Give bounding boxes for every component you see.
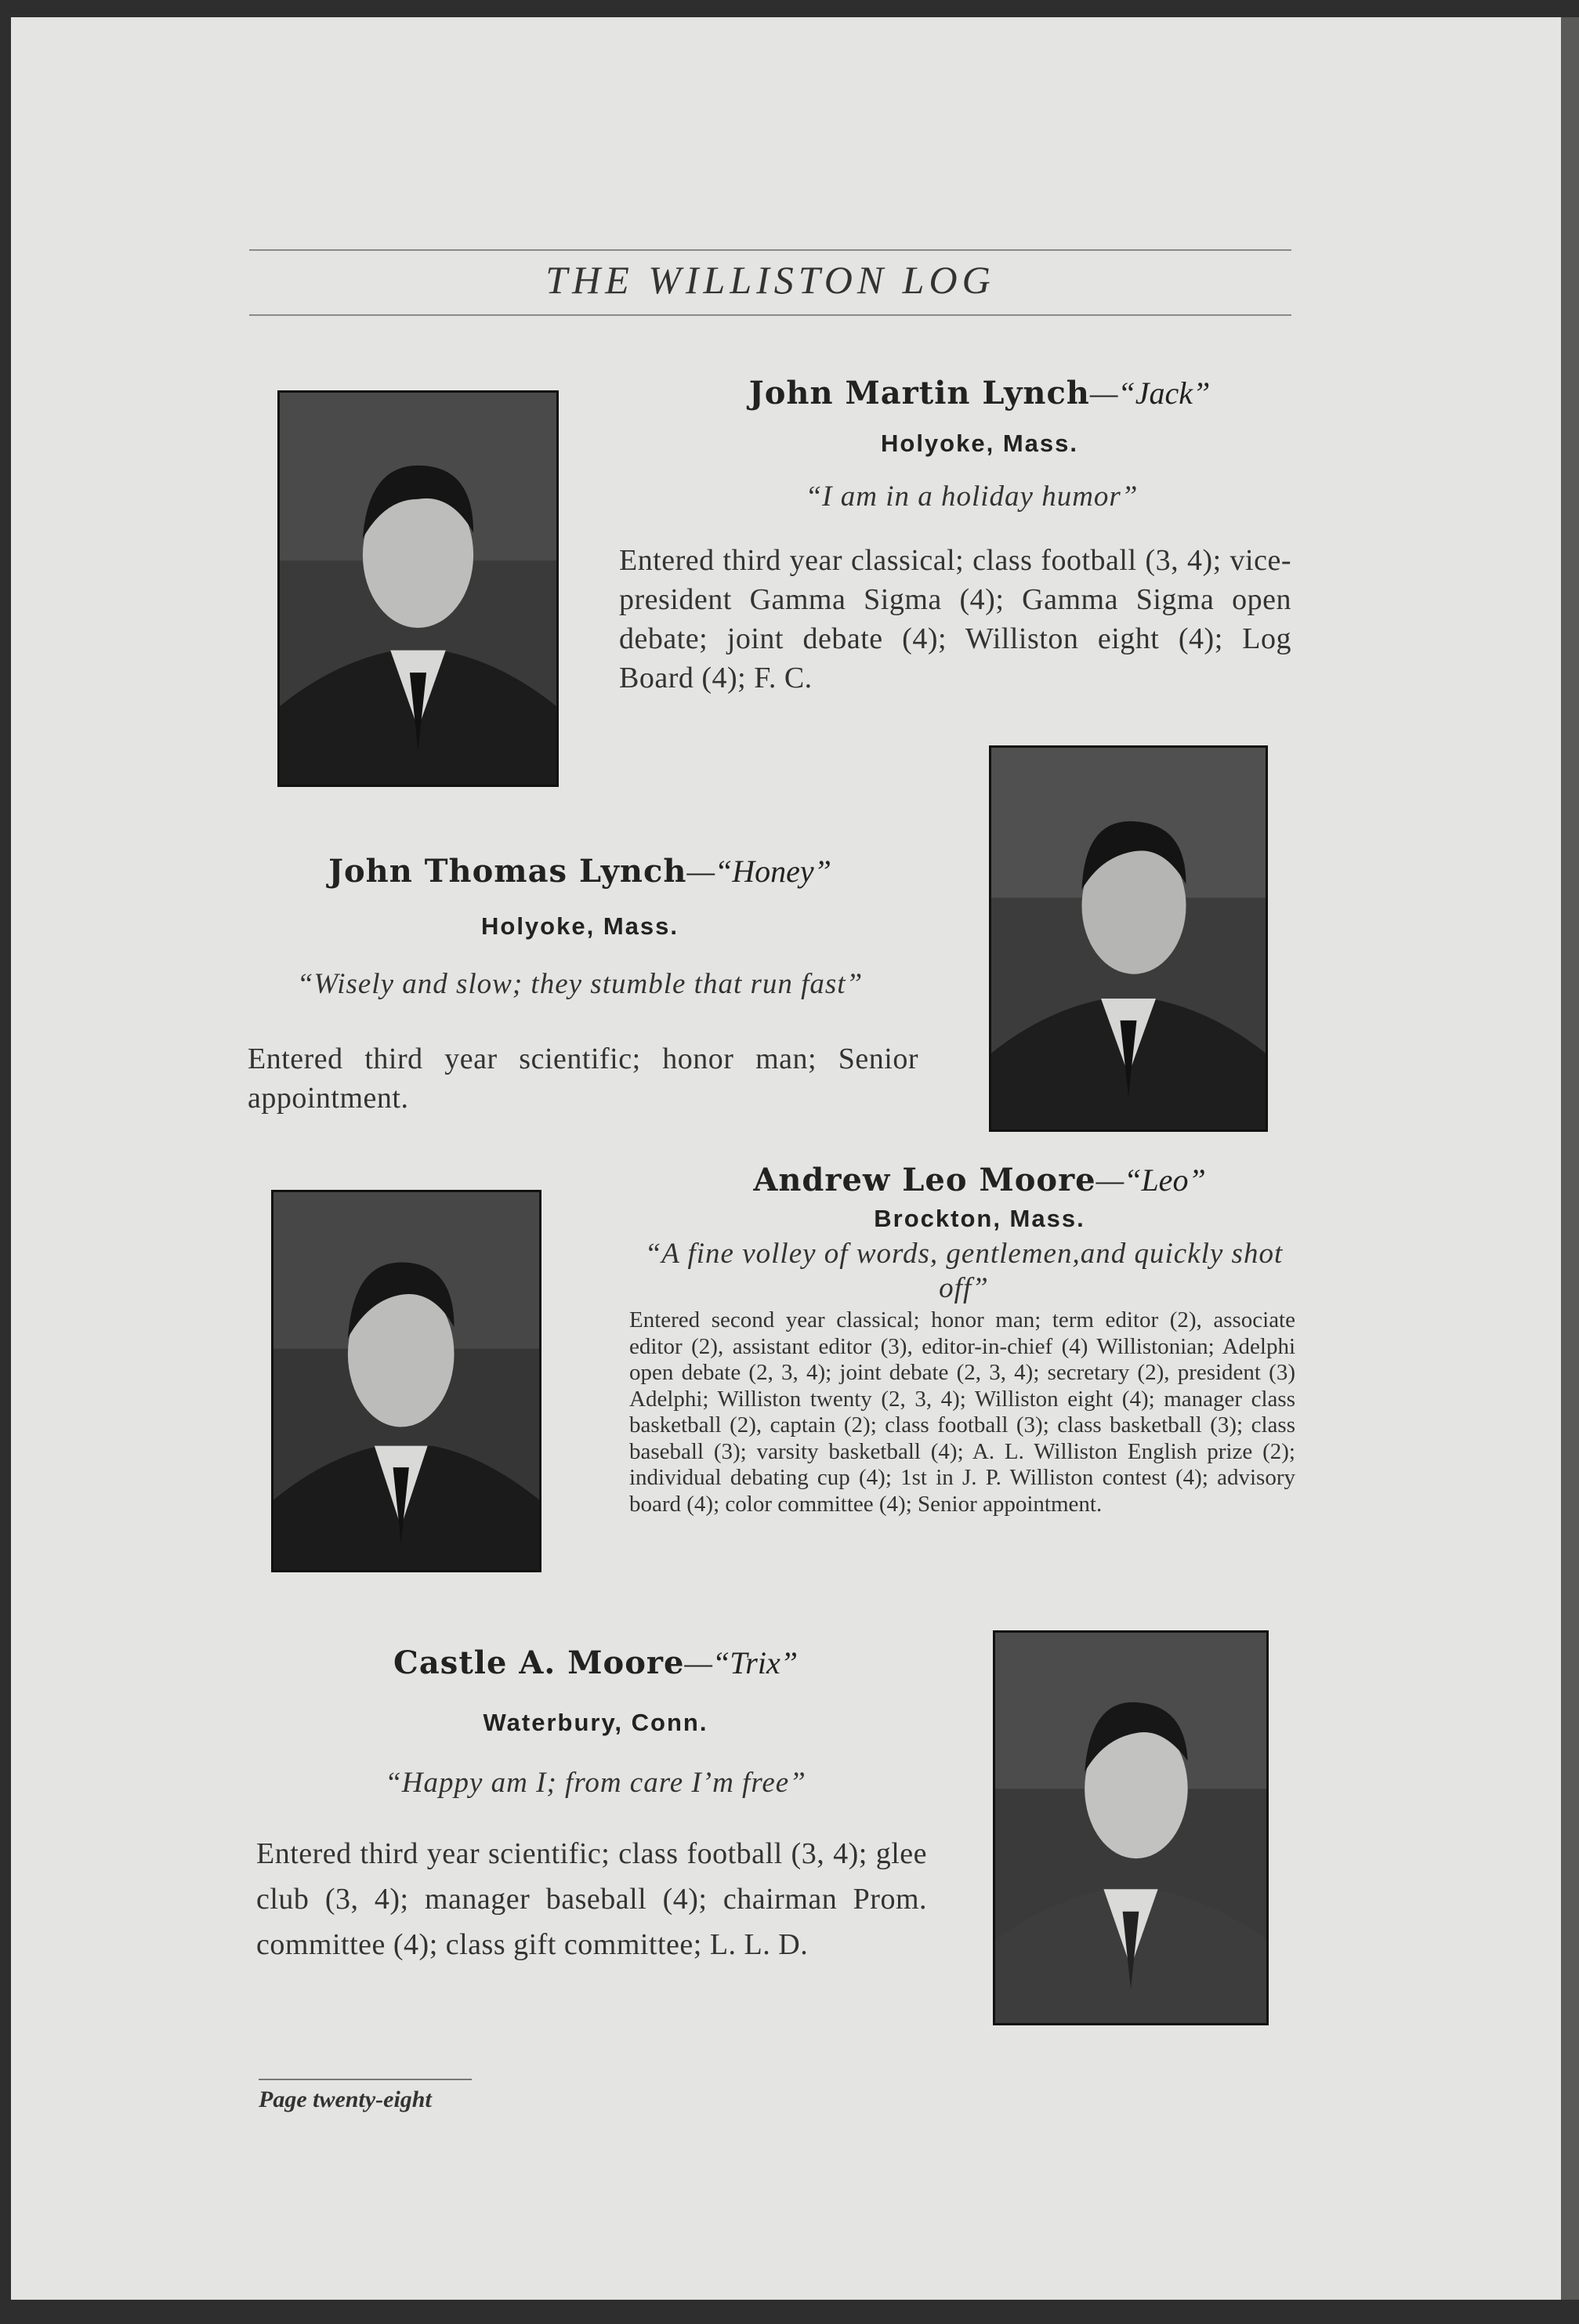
entry-name: Andrew Leo Moore <box>753 1162 1096 1198</box>
page-number: Page twenty-eight <box>259 2087 432 2112</box>
entry-quote: “I am in a holiday humor” <box>805 480 1139 513</box>
entry-nickname: —“Honey” <box>686 854 831 889</box>
footer-rule <box>259 2079 472 2080</box>
entry-town: Holyoke, Mass. <box>881 430 1078 457</box>
entry-quote: “Wisely and slow; they stumble that run fast” <box>296 968 864 1000</box>
page-edge <box>1561 17 1579 2300</box>
entry-nickname: —“Trix” <box>684 1645 798 1680</box>
portrait-photo-honey <box>989 745 1268 1132</box>
entry-name-line <box>298 1644 893 1681</box>
entry-town: Brockton, Mass. <box>874 1205 1085 1232</box>
portrait-photo-trix <box>993 1630 1269 2025</box>
portrait-photo-jack <box>277 390 559 787</box>
entry-bio: Entered second year classical; honor man; term editor (2), associate editor (2), assistant editor (3), editor-in-chief (4) Willistonian; Adelphi open debate (2, 3, 4); joint debate (2, 3, 4); secretary (2), president (3) Adelphi; Williston twenty (2, 3, 4); Williston eight (4); manager class basketball (2), captain (2); class football (3); class basketball (3); class baseball (3); varsity basketball (4); A. L. Williston English prize (2); individual debating cup (4); 1st in J. P. Williston contest (4); advisory board (4); color committee (4); Senior appointment. <box>629 1307 1295 1517</box>
entry-quote: “A fine volley of words, gentlemen,and quickly shot off” <box>644 1238 1284 1304</box>
header-rule-top <box>249 249 1291 251</box>
entry-bio: Entered third year classical; class football (3, 4); vice-president Gamma Sigma (4); Gamma Sigma open debate; joint debate (4); Williston eight (4); Log Board (4); F. C. <box>619 544 1291 694</box>
portrait-photo-leo <box>271 1190 541 1572</box>
entry-town: Waterbury, Conn. <box>483 1709 708 1736</box>
entry-name: John Thomas Lynch <box>328 853 687 890</box>
entry-name-line <box>266 853 893 890</box>
entry-bio: Entered third year scientific; honor man; Senior appointment. <box>248 1042 918 1115</box>
entry-nickname: —“Leo” <box>1096 1162 1206 1198</box>
entry-name: Castle A. Moore <box>393 1644 685 1681</box>
entry-name-line <box>627 1162 1332 1198</box>
entry-name-line <box>705 375 1254 412</box>
header-rule-bottom <box>249 314 1291 316</box>
page-title: THE WILLISTON LOG <box>545 258 995 302</box>
entry-town: Holyoke, Mass. <box>481 912 679 940</box>
entry-name: John Martin Lynch <box>748 375 1090 412</box>
entry-quote: “Happy am I; from care I’m free” <box>385 1767 806 1799</box>
entry-nickname: —“Jack” <box>1089 375 1211 411</box>
entry-bio: Entered third year scientific; class football (3, 4); glee club (3, 4); manager baseball (4); chairman Prom. committee (4); class gift committee; L. L. D. <box>256 1837 927 1961</box>
